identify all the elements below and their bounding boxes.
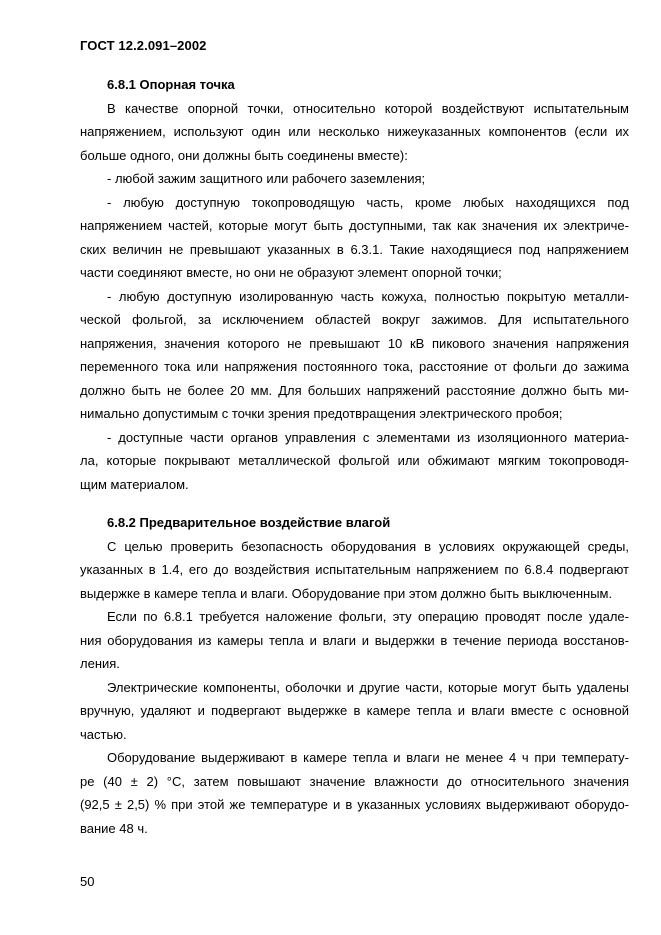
text-line: - любую доступную изолированную часть кожуха, полностью покрытую металли-	[107, 288, 629, 304]
text-line: напряжением, используют один или несколько нижеуказанных компонентов (если их	[80, 124, 629, 139]
section-6-8-2	[80, 511, 629, 840]
text-line: частью.	[80, 726, 127, 742]
text-line: С целью проверить безопасность оборудования в условиях окружающей среды,	[107, 538, 629, 554]
section-title: 6.8.2 Предварительное воздействие влагой	[107, 515, 391, 530]
text-line: ческой фольгой, за исключением областей вокруг зажимов. Для испытательного	[80, 312, 629, 327]
text-line: указанных в 1.4, его до воздействия испытательным напряжением по 6.8.4 подвергают	[80, 562, 629, 577]
text-line: - любую доступную токопроводящую часть, кроме любых находящихся под	[107, 194, 629, 210]
text-line: (92,5 ± 2,5) % при этой же температуре и в указанных условиях выдерживают оборудо-	[80, 797, 629, 812]
text-line: В качестве опорной точки, относительно которой воздействуют испытательным	[107, 100, 629, 116]
text-line: должно быть не более 20 мм. Для больших напряжений расстояние должно быть ми-	[80, 382, 629, 398]
text-line: Если по 6.8.1 требуется наложение фольги, эту операцию проводят после удале-	[107, 609, 629, 624]
text-line: - доступные части органов управления с элементами из изоляционного материа-	[107, 429, 629, 445]
section-body	[80, 535, 629, 841]
text-line: переменного тока или напряжения постоянного тока, расстояние от фольги до зажима	[80, 359, 629, 374]
document-header: ГОСТ 12.2.091–2002	[80, 38, 207, 53]
text-line: вручную, удаляют и подвергают выдержке в камере тепла и влаги вместе с основной	[80, 703, 629, 718]
section-body	[80, 97, 629, 497]
text-line: вание 48 ч.	[80, 820, 148, 836]
section-6-8-1	[80, 73, 629, 496]
text-line: ре (40 ± 2) °С, затем повышают значение влажности до относительного значения	[80, 773, 629, 789]
text-line: ния оборудования из камеры тепла и влаги и выдержки в течение периода восстанов-	[80, 632, 629, 648]
text-line: ления.	[80, 656, 120, 671]
text-line: - любой зажим защитного или рабочего заземления;	[107, 171, 426, 186]
page-number: 50	[80, 874, 95, 889]
text-line: больше одного, они должны быть соединены вместе):	[80, 147, 408, 163]
section-title: 6.8.1 Опорная точка	[107, 77, 235, 92]
text-line: выдержке в камере тепла и влаги. Оборудование при этом должно быть выключенным.	[80, 585, 613, 601]
text-line: напряжения, значения которого не превышают 10 кВ пикового значения напряжения	[80, 335, 629, 351]
text-line: Оборудование выдерживают в камере тепла и влаги не менее 4 ч при температу-	[107, 750, 629, 765]
text-line: ских величин не превышают указанных в 6.3.1. Такие находящиеся под напряжением	[80, 241, 629, 257]
text-line: щим материалом.	[80, 476, 189, 492]
text-line: ла, которые покрывают металлической фольгой или обжимают мягким токопроводя-	[80, 453, 629, 468]
text-line: Электрические компоненты, оболочки и другие части, которые могут быть удалены	[107, 679, 629, 695]
text-line: напряжением частей, которые могут быть доступными, так как значения их электриче-	[80, 218, 629, 233]
text-line: нимально допустимым с точки зрения предотвращения электрического пробоя;	[80, 406, 563, 421]
text-line: части соединяют вместе, но они не образуют элемент опорной точки;	[80, 265, 502, 280]
